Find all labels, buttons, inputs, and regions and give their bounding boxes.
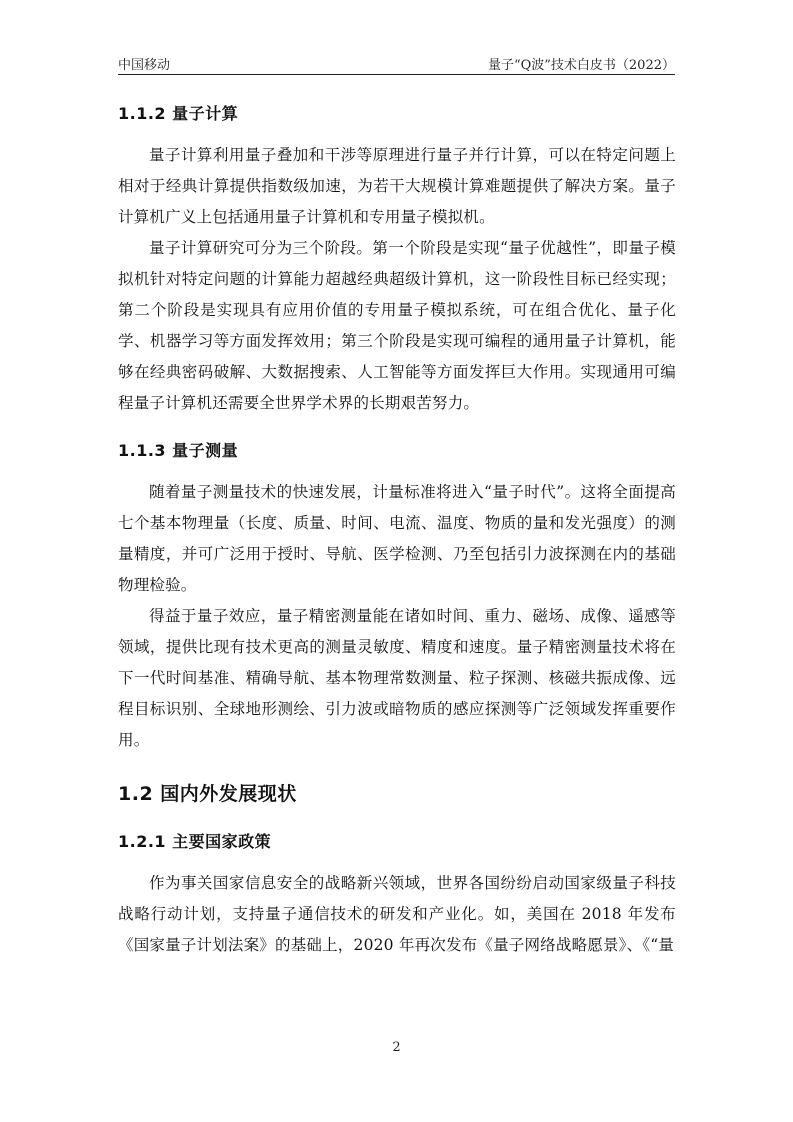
section-heading-1-1-2: 1.1.2 量子计算: [118, 104, 239, 123]
paragraph: 作为事关国家信息安全的战略新兴领域，世界各国纷纷启动国家级量子科技战略行动计划，支持量子通信技术的研发和产业化。如，美国在 2018 年发布《国家量子计划法案》的基础上，2020 年再次发布《量子网络战略愿景》、《“量: [118, 874, 676, 954]
section-heading-1-2-1: 1.2.1 主要国家政策: [118, 832, 272, 851]
paragraph: 量子计算研究可分为三个阶段。第一个阶段是实现“量子优越性”，即量子模拟机针对特定问题的计算能力超越经典超级计算机，这一阶段性目标已经实现；第二个阶段是实现具有应用价值的专用量子模拟系统，可在组合优化、量子化学、机器学习等方面发挥效用；第三个阶段是实现可编程的通用量子计算机，能够在经典密码破解、大数据搜索、人工智能等方面发挥巨大作用。实现通用可编程量子计算机还需要全世界学术界的长期艰苦努力。: [118, 239, 676, 412]
section-heading-1-2: 1.2 国内外发展现状: [118, 783, 297, 805]
paragraph: 随着量子测量技术的快速发展，计量标准将进入“量子时代”。这将全面提高七个基本物理量（长度、质量、时间、电流、温度、物质的量和发光强度）的测量精度，并可广泛用于授时、导航、医学检测、乃至包括引力波探测在内的基础物理检验。: [118, 483, 676, 594]
paragraph: 得益于量子效应，量子精密测量能在诸如时间、重力、磁场、成像、遥感等领域，提供比现有技术更高的测量灵敏度、精度和速度。量子精密测量技术将在下一代时间基准、精确导航、基本物理常数测量、粒子探测、核磁共振成像、远程目标识别、全球地形测绘、引力波或暗物质的感应探测等广泛领域发挥重要作用。: [118, 607, 676, 749]
page-content: [118, 100, 676, 961]
header-org: 中国移动: [118, 58, 171, 73]
header-doc-title: 量子“Q波”技术白皮书（2022）: [487, 58, 675, 73]
page-header: [118, 52, 675, 75]
page-number: 2: [392, 1040, 401, 1055]
paragraph: 量子计算利用量子叠加和干涉等原理进行量子并行计算，可以在特定问题上相对于经典计算提供指数级加速，为若干大规模计算难题提供了解决方案。量子计算机广义上包括通用量子计算机和专用量子模拟机。: [118, 146, 676, 226]
section-heading-1-1-3: 1.1.3 量子测量: [118, 441, 239, 460]
